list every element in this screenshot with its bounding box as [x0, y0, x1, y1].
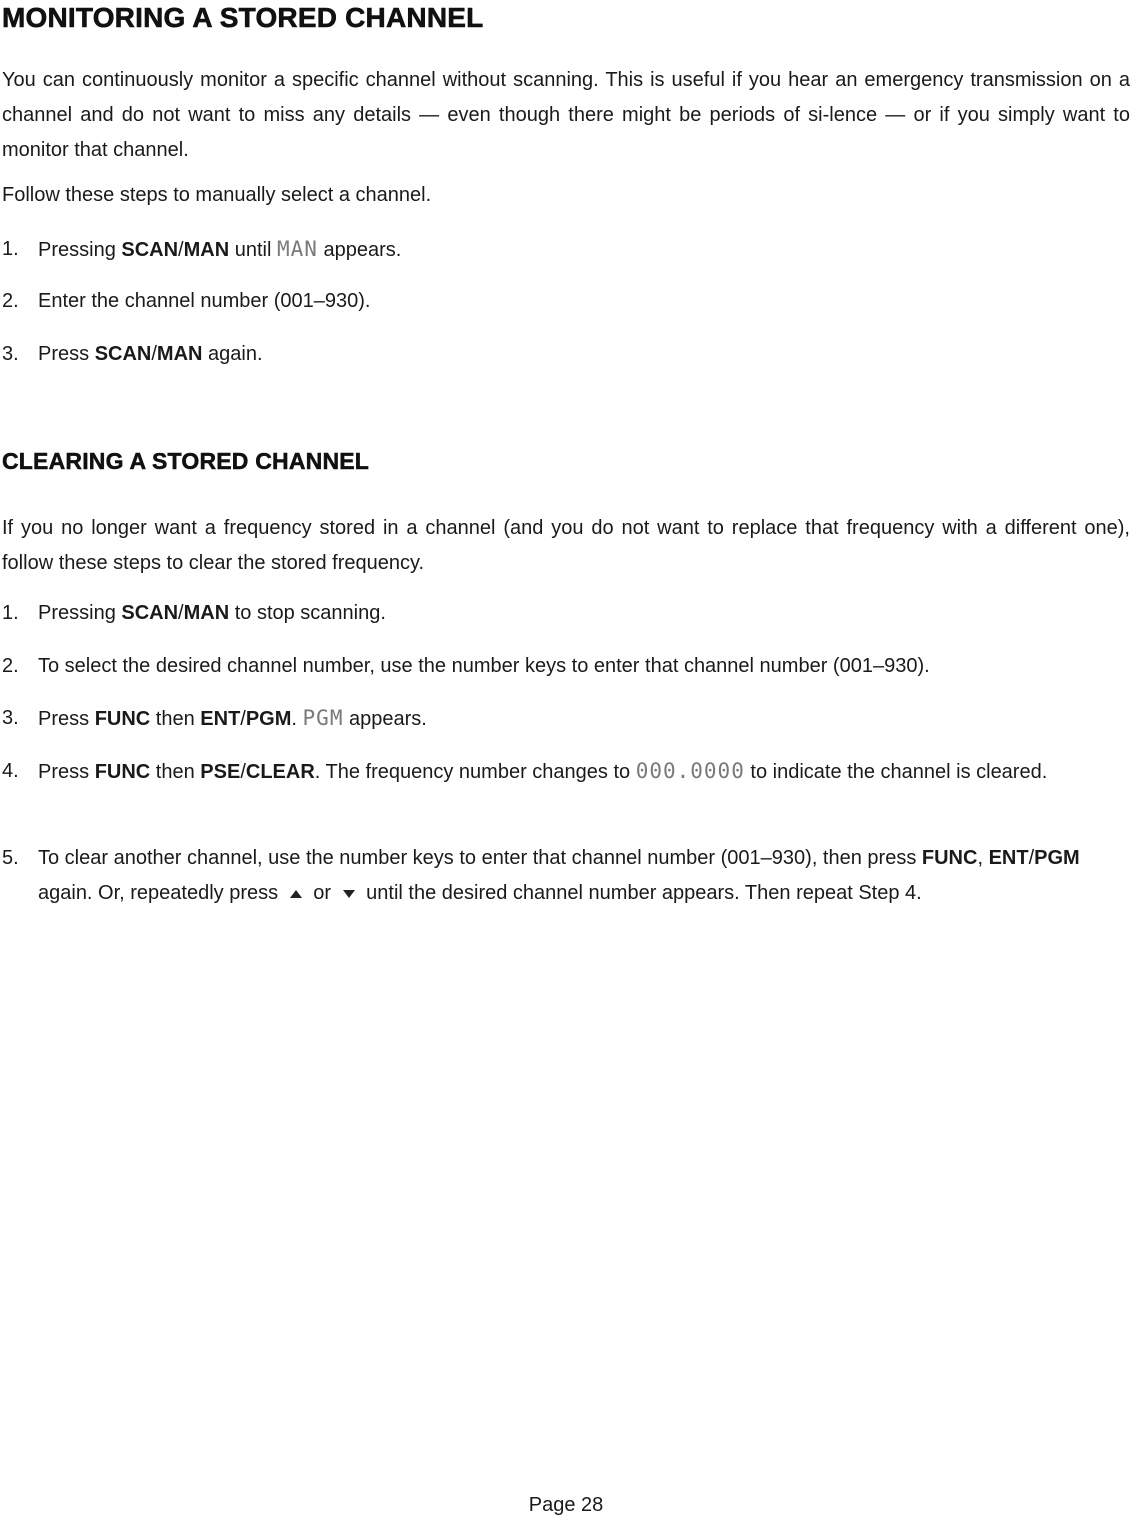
step-number: 4. — [2, 760, 19, 782]
key-separator: / — [1028, 847, 1035, 869]
step-text: until the desired channel number appears. Then repeat Step 4. — [360, 882, 922, 904]
step-text: Press — [38, 708, 95, 730]
step-text: or — [307, 882, 337, 904]
key-label: CLEAR — [245, 761, 315, 783]
step-text: to stop scanning. — [229, 602, 386, 624]
step-text: Pressing — [38, 239, 122, 261]
step-text: then — [150, 708, 201, 730]
clearing-step-4 — [2, 754, 1130, 790]
key-label: FUNC — [921, 847, 978, 869]
key-label: FUNC — [94, 708, 151, 730]
step-text: . — [291, 708, 303, 730]
key-label: PGM — [1034, 847, 1080, 869]
step-number: 1. — [2, 238, 19, 260]
key-label: ENT — [988, 847, 1029, 869]
key-label: PGM — [245, 708, 292, 730]
key-label: SCAN — [121, 239, 179, 261]
step-text: Pressing — [38, 602, 122, 624]
step-text: . The frequency number changes to — [314, 761, 636, 783]
step-number: 2. — [2, 290, 19, 312]
key-label: SCAN — [121, 602, 179, 624]
lcd-display-text: PGM — [302, 706, 344, 730]
step-text: appears. — [343, 708, 427, 730]
key-separator: / — [240, 761, 246, 783]
step-text: Enter the channel number (001–930). — [38, 290, 371, 312]
key-separator: / — [151, 343, 157, 365]
up-arrow-icon — [290, 890, 302, 898]
down-arrow-icon — [343, 890, 355, 898]
key-separator: / — [178, 239, 184, 261]
monitoring-step-2 — [2, 284, 1130, 319]
step-text: then — [150, 761, 201, 783]
monitoring-step-1 — [2, 232, 1130, 268]
monitoring-intro: You can continuously monitor a specific channel without scanning. This is useful if you hear an emergency transmission on a channel and do not want to miss any details — even though there might be periods of si-lence — or if you simply want to monitor that channel. — [2, 69, 1130, 161]
lcd-display-text: MAN — [276, 237, 318, 261]
step-number: 3. — [2, 343, 19, 365]
clearing-intro: If you no longer want a frequency stored in a channel (and you do not want to replace that frequency with a different one), follow these steps to clear the stored frequency. — [2, 517, 1130, 574]
monitoring-step-3 — [2, 337, 1130, 372]
section-title-monitoring: MONITORING A STORED CHANNEL — [2, 2, 484, 33]
step-text: , — [977, 847, 989, 869]
step-text: until — [229, 239, 277, 261]
clearing-step-3 — [2, 701, 1130, 737]
key-separator: / — [240, 708, 246, 730]
key-label: ENT — [200, 708, 241, 730]
key-label: MAN — [183, 602, 230, 624]
step-number: 1. — [2, 602, 19, 624]
step-text: Press — [38, 761, 95, 783]
key-label: PSE — [200, 761, 241, 783]
clearing-step-2 — [2, 649, 1130, 684]
step-text: To clear another channel, use the number keys to enter that channel number (001–930), then press — [38, 847, 922, 869]
key-label: SCAN — [94, 343, 152, 365]
step-number: 5. — [2, 847, 19, 869]
step-text: again. — [202, 343, 263, 365]
key-label: FUNC — [94, 761, 151, 783]
lcd-display-text: 000.0000 — [635, 759, 745, 783]
step-text: Press — [38, 343, 95, 365]
page-number: Page 28 — [528, 1494, 604, 1516]
step-text: To select the desired channel number, use the number keys to enter that channel number (001–930). — [38, 655, 930, 677]
key-label: MAN — [183, 239, 230, 261]
monitoring-lead: Follow these steps to manually select a channel. — [2, 184, 432, 206]
step-text: again. Or, repeatedly press — [38, 882, 284, 904]
section-title-clearing: CLEARING A STORED CHANNEL — [2, 448, 370, 474]
step-text: to indicate the channel is cleared. — [744, 761, 1048, 783]
step-number: 3. — [2, 707, 19, 729]
step-text: appears. — [317, 239, 402, 261]
key-label: MAN — [156, 343, 203, 365]
key-separator: / — [178, 602, 184, 624]
step-number: 2. — [2, 655, 19, 677]
clearing-step-5 — [2, 841, 1130, 911]
clearing-step-1 — [2, 596, 1130, 631]
